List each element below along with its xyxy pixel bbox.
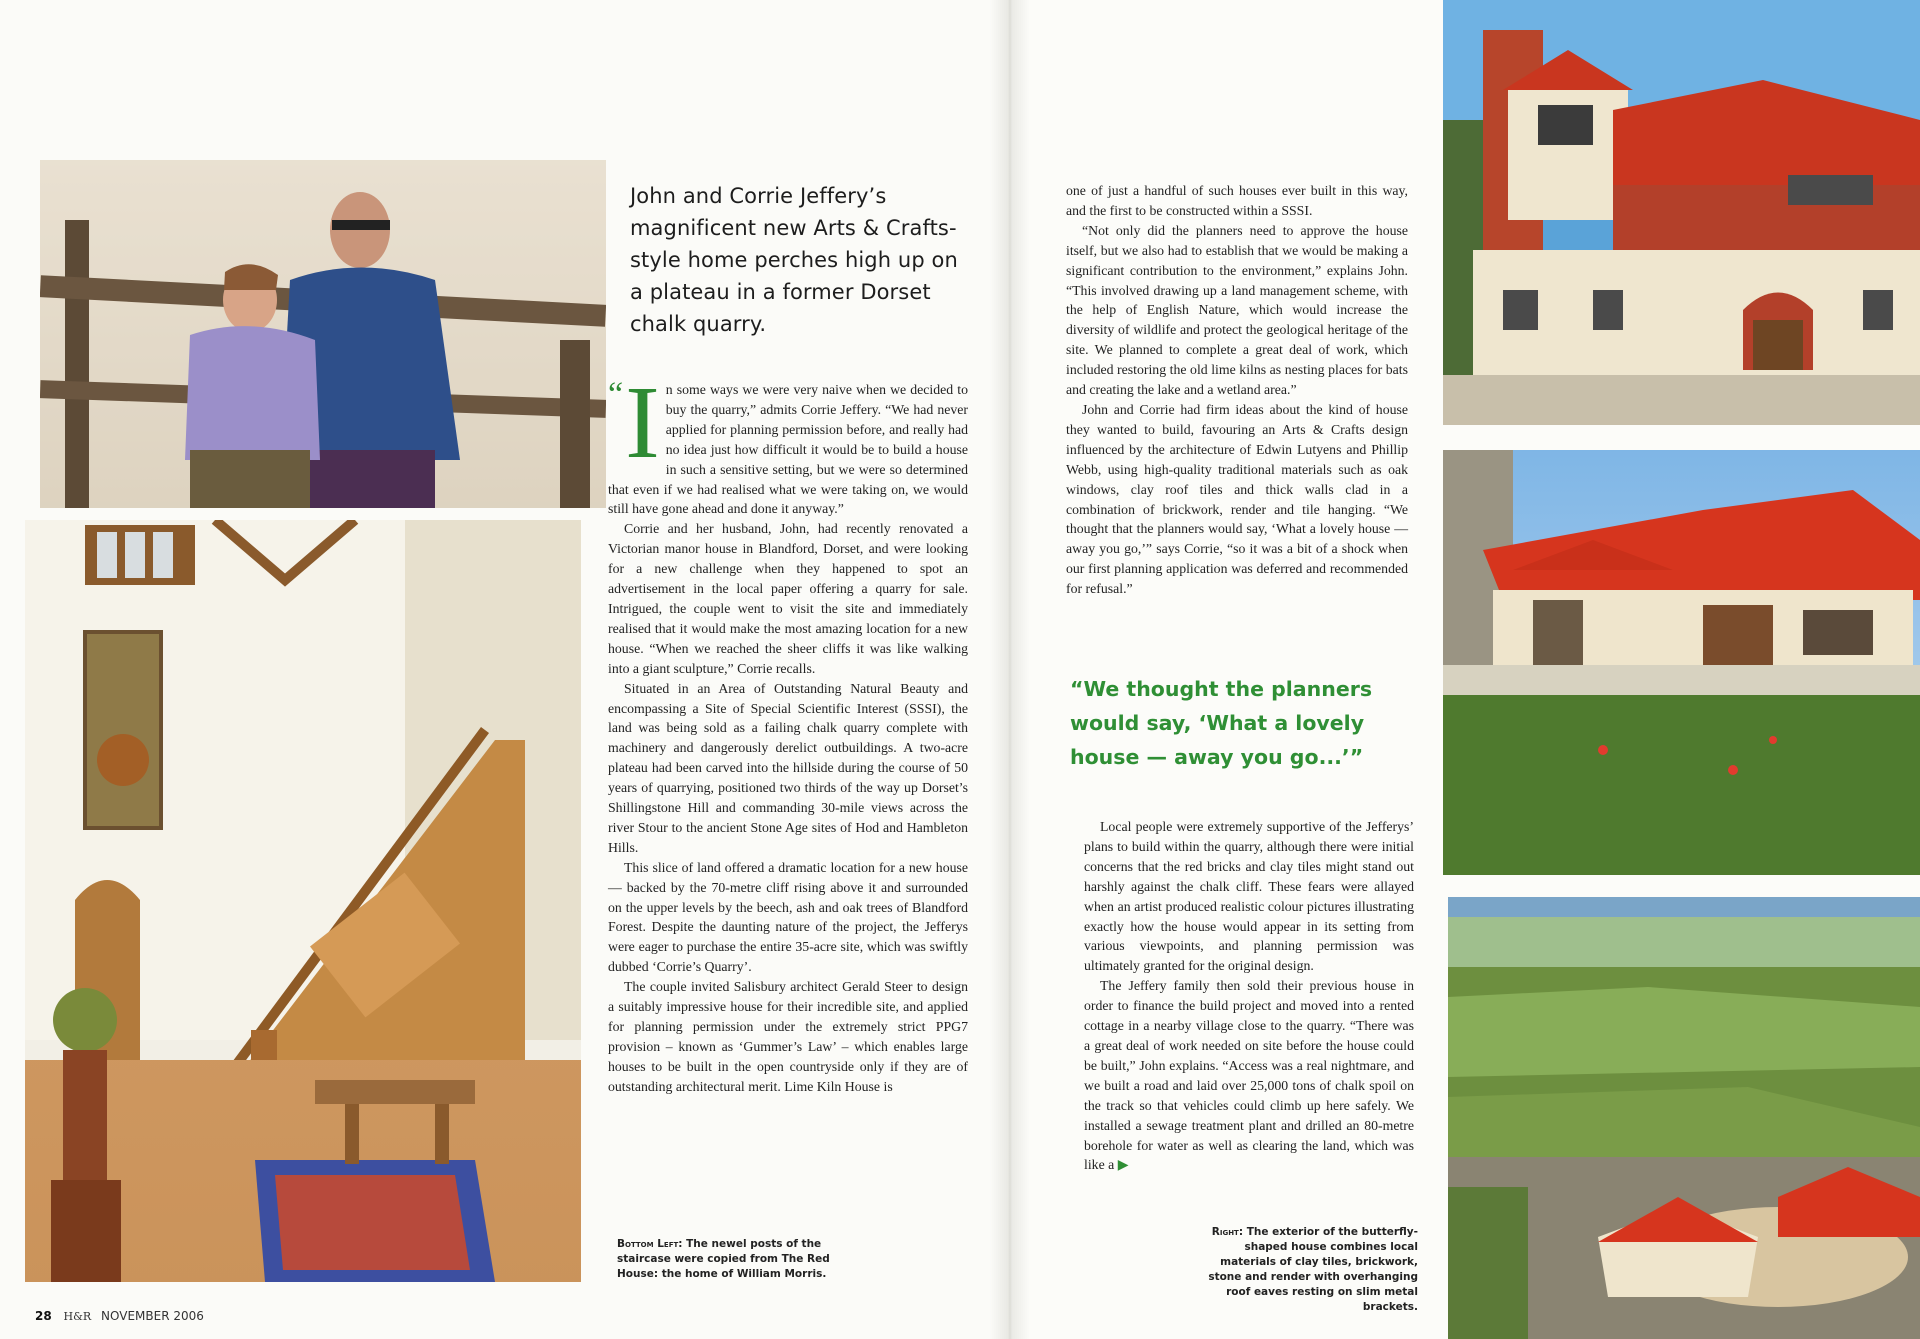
caption-right-lead: Right: xyxy=(1211,1226,1244,1238)
column-2-paragraph-5-text: The Jeffery family then sold their previous house in order to finance the build project and moved into a rented cottage in a nearby village close to the quarry. “There was a great deal of work needed on site before the house could be built,” John explains. “Access was a real nightmare, and we built a road and laid over 25,000 tons of chalk spoil on the track so that vehicles could climb up here safely. We installed a sewage treatment plant and drilled an 80-metre borehole for water as well as clearing the land, which was like a xyxy=(1084,978,1414,1173)
article-column-2-continued xyxy=(1084,817,1414,1176)
article-column-2 xyxy=(1066,181,1408,599)
column-1-paragraph-2: Corrie and her husband, John, had recently renovated a Victorian manor house in Blandford, Dorset, and were looking for a new challenge when they happened to spot an advertisement in the local paper offering a quarry for sale. Intrigued, the couple went to visit the site and immediately realised that it would make the most amazing location for a new house. “When we reached the sheer cliffs it was like walking into a giant sculpture,” Corrie recalls. xyxy=(608,521,968,676)
drop-quote-mark: “ xyxy=(608,376,624,413)
column-2-paragraph-1: one of just a handful of such houses ever built in this way, and the first to be constructed within a SSSI. xyxy=(1066,183,1408,218)
column-1-paragraph-1 xyxy=(608,365,968,519)
column-1-paragraph-4: This slice of land offered a dramatic location for a new house — backed by the 70-metre cliff rising above it and surrounded on the upper levels by the beech, ash and oak trees of Blandford Forest. Despite the daunting nature of the project, the Jefferys were eager to purchase the entire 35-acre site, which was swiftly dubbed ‘Corrie’s Quarry’. xyxy=(608,859,968,975)
aerial-landscape-photo xyxy=(1448,897,1920,1339)
couple-photo xyxy=(40,160,606,508)
drop-cap: I xyxy=(625,365,660,480)
issue-date: NOVEMBER 2006 xyxy=(101,1309,204,1323)
house-exterior-photo-garden xyxy=(1443,450,1920,875)
column-1-paragraph-1-text: n some ways we were very naive when we decided to buy the quarry,” admits Corrie Jeffery. “We had never applied for planning permission before, and really had no idea just how difficult it would be to build a house in such a sensitive setting, but we were so determined that even if we had realised what we were taking on, we would still have gone ahead and done it anyway.” xyxy=(608,382,968,517)
caption-right-text: The exterior of the butterfly-shaped house combines local materials of clay tiles, brickwork, stone and render with overhanging roof eaves resting on slim metal brackets. xyxy=(1208,1226,1418,1313)
spine-gutter xyxy=(990,0,1030,1339)
house-exterior-photo-front xyxy=(1443,0,1920,425)
caption-left-lead: Bottom Left: xyxy=(617,1238,683,1250)
magazine-logo: H&R xyxy=(63,1310,92,1323)
article-intro: John and Corrie Jeffery’s magnificent new Arts & Crafts-style home perches high up on a plateau in a former Dorset chalk quarry. xyxy=(630,184,958,336)
column-2-paragraph-4: Local people were extremely supportive of the Jefferys’ plans to build within the quarry, although there were initial concerns that the red bricks and clay tiles might stand out harshly against the chalk cliff. These fears were allayed when an artist produced realistic colour pictures illustrating exactly how the house would appear in its setting from various viewpoints, and planning permission was ultimately granted for the original design. xyxy=(1084,819,1414,974)
caption-bottom-left xyxy=(617,1237,837,1282)
page-folio xyxy=(35,1309,204,1323)
article-column-1 xyxy=(608,365,968,1097)
column-1-paragraph-3: Situated in an Area of Outstanding Natural Beauty and encompassing a Site of Special Scientific Interest (SSSI), the land was being sold as a failing chalk quarry complete with machinery and dangerously derelict outbuildings. A two-acre plateau had been carved into the hillside during the course of 50 years of quarrying, positioned two thirds of the way up Dorset’s Shillingstone Hill and commanding 30-mile views across the river Stour to the ancient Stone Age sites of Hod and Hambleton Hills. xyxy=(608,680,968,855)
continue-arrow-icon: ▶ xyxy=(1117,1158,1129,1174)
column-2-paragraph-3: John and Corrie had firm ideas about the kind of house they wanted to build, favouring an Arts & Crafts design influenced by the architecture of Edwin Lutyens and Phillip Webb, using high-quality traditional materials such as oak windows, clay roof tiles and thick walls clad in a combination of brickwork, render and tile hanging. “We thought that the planners would say, ‘What a lovely house — away you go,’” says Corrie, “so it was a bit of a shock when our first planning application was deferred and recommended for refusal.” xyxy=(1066,401,1408,597)
staircase-hall-photo xyxy=(25,520,581,1282)
caption-right xyxy=(1186,1225,1418,1315)
column-1-paragraph-5: The couple invited Salisbury architect Gerald Steer to design a suitably impressive house for their incredible site, and applied for planning permission under the extremely strict PPG7 provision – known as ‘Gummer’s Law’ – which enables large houses to be built in the open countryside only if they are of outstanding architectural merit. Lime Kiln House is xyxy=(608,979,968,1094)
page-number: 28 xyxy=(35,1309,52,1323)
pull-quote: “We thought the planners would say, ‘What a lovely house — away you go...’” xyxy=(1070,677,1373,769)
caption-left-text: The newel posts of the staircase were copied from The Red House: the home of William Morris. xyxy=(617,1238,830,1280)
column-2-paragraph-5 xyxy=(1084,976,1414,1176)
column-2-paragraph-2: “Not only did the planners need to approve the house itself, but we also had to establish that we would be making a significant contribution to the environment,” explains John. “This involved drawing up a land management scheme, with the help of English Nature, which would increase the diversity of wildlife and protect the geological heritage of the site. We planned to complete a great deal of work, which included restoring the old lime kilns as nesting places for bats and creating the lake and a wetland area.” xyxy=(1066,222,1408,398)
